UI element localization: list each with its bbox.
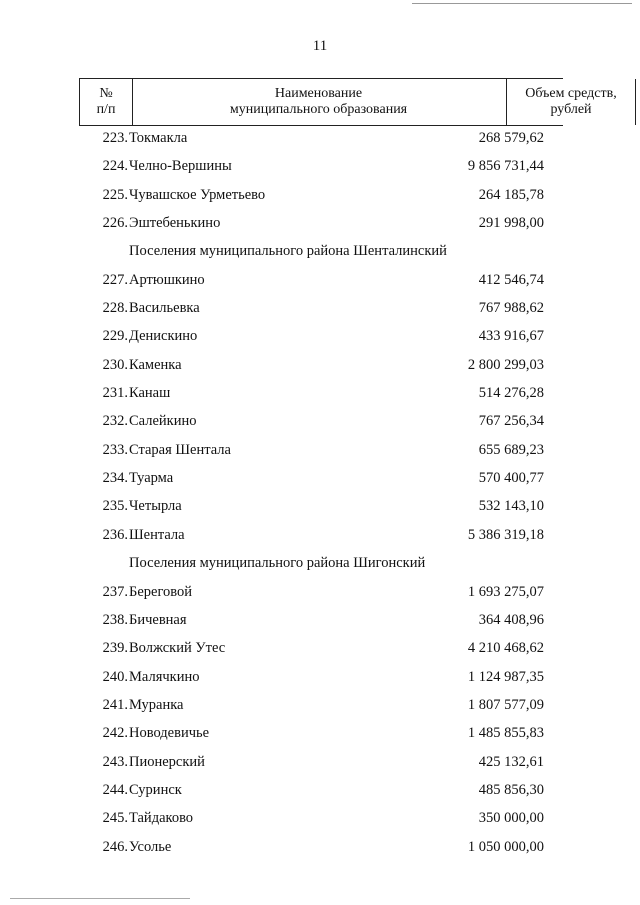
municipality-name: Усолье — [129, 838, 172, 855]
table-row — [0, 580, 640, 608]
municipality-name: Суринск — [129, 781, 182, 798]
funding-amount: 1 485 855,83 — [467, 725, 544, 742]
municipality-name: Бичевная — [129, 611, 187, 628]
municipality-name: Тайдаково — [129, 810, 194, 827]
table-row — [0, 466, 640, 494]
funding-amount: 350 000,00 — [478, 810, 544, 827]
funding-amount: 767 988,62 — [478, 300, 544, 317]
table-row — [0, 409, 640, 437]
bottom-edge-rule — [10, 898, 190, 899]
municipality-name: Туарма — [129, 470, 174, 487]
row-number: 235. — [102, 498, 128, 515]
row-number: 225. — [102, 186, 128, 203]
funding-amount: 1 807 577,09 — [467, 696, 544, 713]
header-amount-line2: рублей — [550, 102, 592, 117]
municipality-name: Шентала — [129, 526, 185, 543]
municipality-name: Канаш — [129, 385, 171, 402]
funding-amount: 655 689,23 — [478, 441, 544, 458]
header-number-line2: п/п — [96, 102, 116, 117]
row-number: 232. — [102, 413, 128, 430]
table-row — [0, 721, 640, 749]
table-row — [0, 126, 640, 154]
row-number: 223. — [102, 130, 128, 146]
section-heading-row — [0, 551, 640, 579]
row-number: 226. — [102, 215, 128, 232]
header-name-line2: муниципального образования — [229, 102, 408, 117]
municipality-name: Береговой — [129, 583, 193, 600]
funding-amount: 485 856,30 — [478, 781, 544, 798]
funding-amount: 433 916,67 — [478, 328, 544, 345]
municipality-name: Челно-Вершины — [129, 158, 232, 175]
header-amount-column — [506, 79, 636, 125]
table-row — [0, 438, 640, 466]
row-number: 238. — [102, 611, 128, 628]
table-row — [0, 211, 640, 239]
municipality-name: Васильевка — [129, 300, 200, 317]
table-row — [0, 636, 640, 664]
municipality-name: Муранка — [129, 696, 184, 713]
table-row — [0, 268, 640, 296]
table-row — [0, 353, 640, 381]
row-number: 231. — [102, 385, 128, 402]
table-row — [0, 665, 640, 693]
municipality-name: Денискино — [129, 328, 198, 345]
header-amount-line1: Объем средств, — [525, 86, 617, 101]
funding-amount: 291 998,00 — [478, 215, 544, 232]
header-number-column — [79, 79, 133, 125]
funding-amount: 425 132,61 — [478, 753, 544, 770]
row-number: 242. — [102, 725, 128, 742]
funding-amount: 1 124 987,35 — [467, 668, 544, 685]
funding-amount: 9 856 731,44 — [467, 158, 544, 175]
page-number: 11 — [312, 38, 328, 54]
row-number: 246. — [102, 838, 128, 855]
municipality-name: Малячкино — [129, 668, 200, 685]
table-row — [0, 494, 640, 522]
funding-amount: 532 143,10 — [478, 498, 544, 515]
row-number: 233. — [102, 441, 128, 458]
municipality-name: Четырла — [129, 498, 182, 515]
municipality-name: Волжский Утес — [129, 640, 226, 657]
funding-amount: 412 546,74 — [478, 271, 544, 288]
table-header — [79, 78, 617, 126]
row-number: 240. — [102, 668, 128, 685]
municipality-name: Артюшкино — [129, 271, 205, 288]
row-number: 234. — [102, 470, 128, 487]
row-number: 241. — [102, 696, 128, 713]
funding-amount: 364 408,96 — [478, 611, 544, 628]
row-number: 229. — [102, 328, 128, 345]
municipality-name: Пионерский — [129, 753, 205, 770]
funding-amount: 2 800 299,03 — [467, 356, 544, 373]
table-row — [0, 693, 640, 721]
table-row — [0, 296, 640, 324]
table-row — [0, 608, 640, 636]
table-row — [0, 381, 640, 409]
municipality-name: Каменка — [129, 356, 182, 373]
funding-amount: 268 579,62 — [478, 130, 544, 146]
table-row — [0, 183, 640, 211]
funding-amount: 264 185,78 — [478, 186, 544, 203]
header-name-column — [131, 79, 506, 125]
row-number: 228. — [102, 300, 128, 317]
row-number: 245. — [102, 810, 128, 827]
municipality-name: Токмакла — [129, 130, 188, 146]
table-row — [0, 154, 640, 182]
header-number-line1: № — [99, 86, 113, 101]
funding-amount: 570 400,77 — [478, 470, 544, 487]
table-row — [0, 750, 640, 778]
municipality-name: Старая Шентала — [129, 441, 231, 458]
table-row — [0, 778, 640, 806]
section-heading: Поселения муниципального района Шенталинский — [129, 243, 447, 260]
table-row — [0, 324, 640, 352]
row-number: 243. — [102, 753, 128, 770]
funding-amount: 1 050 000,00 — [467, 838, 544, 855]
municipality-name: Чувашское Урметьево — [129, 186, 266, 203]
table-row — [0, 835, 640, 863]
row-number: 230. — [102, 356, 128, 373]
municipality-name: Новодевичье — [129, 725, 210, 742]
row-number: 237. — [102, 583, 128, 600]
funding-amount: 4 210 468,62 — [467, 640, 544, 657]
municipality-name: Салейкино — [129, 413, 197, 430]
row-number: 227. — [102, 271, 128, 288]
section-heading-row — [0, 239, 640, 267]
funding-amount: 767 256,34 — [478, 413, 544, 430]
row-number: 244. — [102, 781, 128, 798]
funding-amount: 5 386 319,18 — [467, 526, 544, 543]
row-number: 224. — [102, 158, 128, 175]
municipality-name: Эштебенькино — [129, 215, 221, 232]
row-number: 239. — [102, 640, 128, 657]
table-body — [0, 126, 640, 863]
table-row — [0, 523, 640, 551]
table-row — [0, 806, 640, 834]
row-number: 236. — [102, 526, 128, 543]
funding-amount: 514 276,28 — [478, 385, 544, 402]
section-heading: Поселения муниципального района Шигонский — [129, 555, 426, 572]
funding-amount: 1 693 275,07 — [467, 583, 544, 600]
top-edge-rule — [412, 3, 632, 4]
header-name-line1: Наименование — [274, 86, 363, 101]
